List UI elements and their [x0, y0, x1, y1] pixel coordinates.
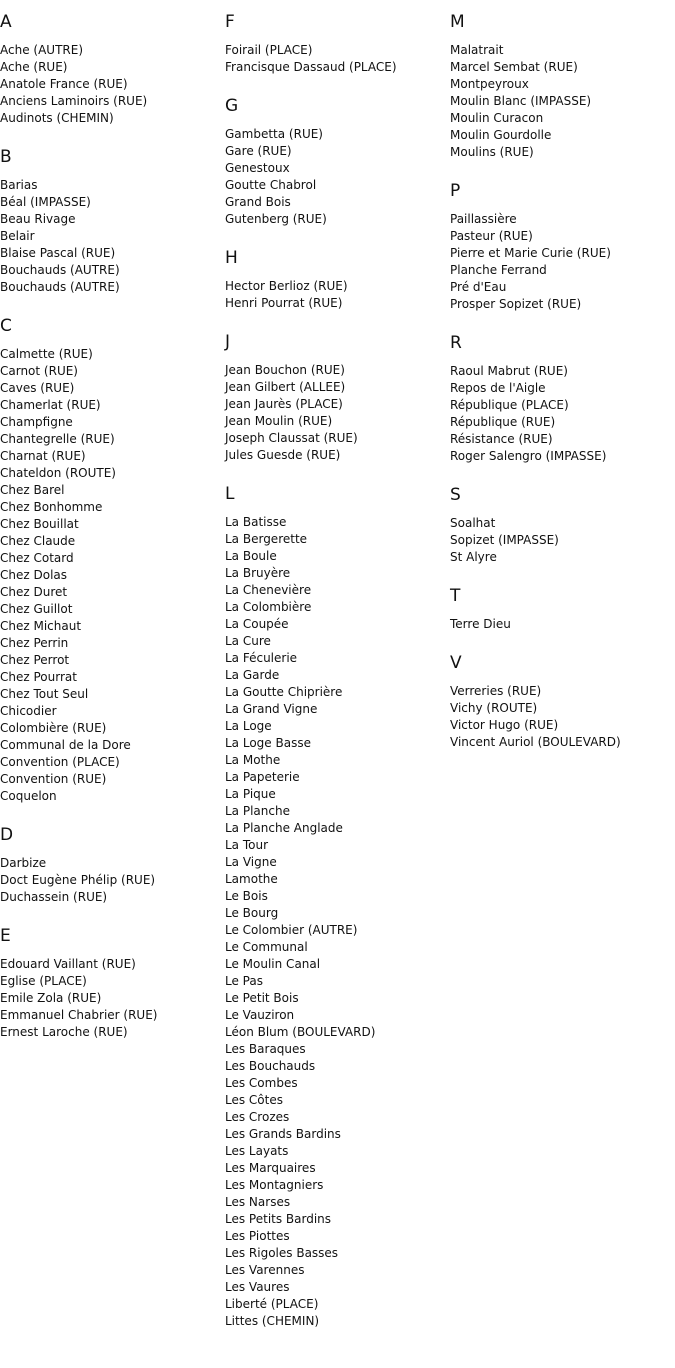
street-link[interactable]: Darbize — [0, 856, 47, 870]
street-link[interactable]: Chez Tout Seul — [0, 687, 89, 701]
street-list — [0, 177, 225, 296]
street-link[interactable]: Les Côtes — [225, 1093, 283, 1107]
street-link[interactable]: République (PLACE) — [450, 398, 569, 412]
letter-section — [0, 926, 225, 1041]
street-link[interactable]: Chez Duret — [0, 585, 68, 599]
street-link[interactable]: Convention (RUE) — [0, 772, 107, 786]
street-link[interactable]: Belair — [0, 229, 35, 243]
street-link[interactable]: Béal (IMPASSE) — [0, 195, 91, 209]
street-link[interactable]: Chez Bouillat — [0, 517, 79, 531]
street-link[interactable]: La Coupée — [225, 617, 289, 631]
street-link[interactable]: Genestoux — [225, 161, 290, 175]
street-link[interactable]: Roger Salengro (IMPASSE) — [450, 449, 607, 463]
street-link[interactable]: Chez Guillot — [0, 602, 73, 616]
street-link[interactable]: Anciens Laminoirs (RUE) — [0, 94, 148, 108]
street-link[interactable]: Le Pas — [225, 974, 263, 988]
street-link[interactable]: Le Petit Bois — [225, 991, 299, 1005]
section-letter-heading: E — [0, 926, 11, 946]
street-list — [450, 616, 675, 633]
street-list — [450, 683, 675, 751]
street-link[interactable]: La Grand Vigne — [225, 702, 318, 716]
letter-section — [450, 586, 675, 633]
street-link[interactable]: Raoul Mabrut (RUE) — [450, 364, 568, 378]
street-link[interactable]: Marcel Sembat (RUE) — [450, 60, 578, 74]
section-letter-heading: A — [0, 12, 12, 32]
street-link[interactable]: Les Narses — [225, 1195, 291, 1209]
street-link[interactable]: La Chenevière — [225, 583, 312, 597]
street-link[interactable]: La Loge Basse — [225, 736, 311, 750]
street-link[interactable]: Soalhat — [450, 516, 496, 530]
street-link[interactable]: Chez Dolas — [0, 568, 68, 582]
street-link[interactable]: Charnat (RUE) — [0, 449, 86, 463]
street-link[interactable]: Chateldon (ROUTE) — [0, 466, 116, 480]
section-letter-heading: C — [0, 316, 12, 336]
street-link[interactable]: Barias — [0, 178, 38, 192]
street-link[interactable]: Gambetta (RUE) — [225, 127, 323, 141]
street-link[interactable]: Chez Claude — [0, 534, 76, 548]
street-link[interactable]: Anatole France (RUE) — [0, 77, 128, 91]
street-link[interactable]: La Vigne — [225, 855, 277, 869]
street-link[interactable]: Pasteur (RUE) — [450, 229, 533, 243]
street-link[interactable]: La Bruyère — [225, 566, 291, 580]
street-link[interactable]: La Pique — [225, 787, 276, 801]
street-list — [0, 346, 225, 805]
street-link[interactable]: Eglise (PLACE) — [0, 974, 87, 988]
street-link[interactable]: Les Piottes — [225, 1229, 290, 1243]
street-link[interactable]: Moulin Blanc (IMPASSE) — [450, 94, 592, 108]
letter-section — [225, 248, 450, 312]
street-link[interactable]: Jean Bouchon (RUE) — [225, 363, 345, 377]
section-letter-heading: D — [0, 825, 14, 845]
street-link[interactable]: Ache (RUE) — [0, 60, 68, 74]
street-index-column-2 — [225, 0, 450, 1330]
street-link[interactable]: La Garde — [225, 668, 280, 682]
street-list — [225, 362, 450, 464]
street-link[interactable]: Jean Gilbert (ALLEE) — [225, 380, 346, 394]
street-link[interactable]: Chez Perrot — [0, 653, 70, 667]
street-link[interactable]: Les Marquaires — [225, 1161, 316, 1175]
street-link[interactable]: Victor Hugo (RUE) — [450, 718, 559, 732]
street-link[interactable]: Résistance (RUE) — [450, 432, 553, 446]
street-link[interactable]: Pierre et Marie Curie (RUE) — [450, 246, 611, 260]
street-link[interactable]: Emmanuel Chabrier (RUE) — [0, 1008, 158, 1022]
letter-section — [225, 332, 450, 464]
street-link[interactable]: Le Colombier (AUTRE) — [225, 923, 358, 937]
street-link[interactable]: La Loge — [225, 719, 272, 733]
street-link[interactable]: Henri Pourrat (RUE) — [225, 296, 343, 310]
street-link[interactable]: Coquelon — [0, 789, 57, 803]
street-link[interactable]: La Boule — [225, 549, 277, 563]
letter-section — [0, 147, 225, 296]
street-link[interactable]: Les Layats — [225, 1144, 289, 1158]
street-link[interactable]: Bouchauds (AUTRE) — [0, 263, 120, 277]
street-link[interactable]: Chez Michaut — [0, 619, 82, 633]
street-link[interactable]: Liberté (PLACE) — [225, 1297, 319, 1311]
street-link[interactable]: La Goutte Chiprière — [225, 685, 343, 699]
letter-section — [225, 12, 450, 76]
street-link[interactable]: Chez Bonhomme — [0, 500, 103, 514]
street-link[interactable]: Ache (AUTRE) — [0, 43, 84, 57]
street-link[interactable]: Communal de la Dore — [0, 738, 131, 752]
street-link[interactable]: Grand Bois — [225, 195, 291, 209]
section-letter-heading: V — [450, 653, 462, 673]
street-list — [0, 42, 225, 127]
street-link[interactable]: Chez Barel — [0, 483, 65, 497]
street-link[interactable]: Les Bouchauds — [225, 1059, 316, 1073]
street-link[interactable]: Blaise Pascal (RUE) — [0, 246, 116, 260]
street-link[interactable]: Moulin Gourdolle — [450, 128, 552, 142]
street-link[interactable]: Vincent Auriol (BOULEVARD) — [450, 735, 621, 749]
street-link[interactable]: Convention (PLACE) — [0, 755, 120, 769]
street-link[interactable]: Le Communal — [225, 940, 308, 954]
street-link[interactable]: Prosper Sopizet (RUE) — [450, 297, 582, 311]
street-index-column-1 — [0, 0, 225, 1041]
letter-section — [0, 316, 225, 805]
street-link[interactable]: Malatrait — [450, 43, 504, 57]
street-link[interactable]: Chamerlat (RUE) — [0, 398, 101, 412]
letter-section — [450, 653, 675, 751]
street-link[interactable]: Francisque Dassaud (PLACE) — [225, 60, 397, 74]
street-link[interactable]: Le Vauziron — [225, 1008, 295, 1022]
street-link[interactable]: Foirail (PLACE) — [225, 43, 313, 57]
street-link[interactable]: Les Rigoles Basses — [225, 1246, 339, 1260]
street-list — [450, 515, 675, 566]
street-link[interactable]: Caves (RUE) — [0, 381, 75, 395]
letter-section — [450, 181, 675, 313]
street-link[interactable]: Paillassière — [450, 212, 517, 226]
street-link[interactable]: Bouchauds (AUTRE) — [0, 280, 120, 294]
section-letter-heading: J — [225, 332, 231, 352]
street-list — [0, 855, 225, 906]
street-list — [450, 211, 675, 313]
street-link[interactable]: La Tour — [225, 838, 269, 852]
street-link[interactable]: Jules Guesde (RUE) — [225, 448, 341, 462]
street-link[interactable]: Les Combes — [225, 1076, 298, 1090]
street-link[interactable]: La Planche — [225, 804, 290, 818]
street-link[interactable]: Jean Jaurès (PLACE) — [225, 397, 343, 411]
street-link[interactable]: Les Petits Bardins — [225, 1212, 332, 1226]
street-link[interactable]: Jean Moulin (RUE) — [225, 414, 333, 428]
street-link[interactable]: Hector Berlioz (RUE) — [225, 279, 348, 293]
section-letter-heading: S — [450, 485, 461, 505]
street-link[interactable]: St Alyre — [450, 550, 497, 564]
street-link[interactable]: Beau Rivage — [0, 212, 76, 226]
street-link[interactable]: Colombière (RUE) — [0, 721, 107, 735]
street-link[interactable]: Les Varennes — [225, 1263, 305, 1277]
street-link[interactable]: Champfigne — [0, 415, 73, 429]
street-link[interactable]: Ernest Laroche (RUE) — [0, 1025, 128, 1039]
street-link[interactable]: Edouard Vaillant (RUE) — [0, 957, 136, 971]
street-link[interactable]: Moulins (RUE) — [450, 145, 534, 159]
street-list — [225, 126, 450, 228]
street-link[interactable]: Joseph Claussat (RUE) — [225, 431, 358, 445]
street-list — [0, 956, 225, 1041]
street-link[interactable]: Emile Zola (RUE) — [0, 991, 102, 1005]
street-link[interactable]: Carnot (RUE) — [0, 364, 78, 378]
street-link[interactable]: Terre Dieu — [450, 617, 511, 631]
street-link[interactable]: Chez Perrin — [0, 636, 69, 650]
street-link[interactable]: Moulin Curacon — [450, 111, 544, 125]
street-link[interactable]: Les Montagniers — [225, 1178, 324, 1192]
street-link[interactable]: La Bergerette — [225, 532, 308, 546]
section-letter-heading: T — [450, 586, 461, 606]
street-list — [225, 278, 450, 312]
street-link[interactable]: Chez Pourrat — [0, 670, 77, 684]
street-link[interactable]: Les Crozes — [225, 1110, 290, 1124]
street-link[interactable]: La Colombière — [225, 600, 312, 614]
street-link[interactable]: Sopizet (IMPASSE) — [450, 533, 559, 547]
street-link[interactable]: Gare (RUE) — [225, 144, 292, 158]
street-link[interactable]: Goutte Chabrol — [225, 178, 317, 192]
street-link[interactable]: Le Bois — [225, 889, 268, 903]
street-link[interactable]: Pré d'Eau — [450, 280, 507, 294]
section-letter-heading: B — [0, 147, 12, 167]
street-link[interactable]: Repos de l'Aigle — [450, 381, 546, 395]
street-link[interactable]: Le Moulin Canal — [225, 957, 321, 971]
street-link[interactable]: Montpeyroux — [450, 77, 529, 91]
street-link[interactable]: La Mothe — [225, 753, 281, 767]
street-link[interactable]: Duchassein (RUE) — [0, 890, 108, 904]
letter-section — [225, 96, 450, 228]
section-letter-heading: M — [450, 12, 465, 32]
letter-section — [0, 12, 225, 127]
street-link[interactable]: Lamothe — [225, 872, 278, 886]
section-letter-heading: H — [225, 248, 238, 268]
street-link[interactable]: Gutenberg (RUE) — [225, 212, 327, 226]
street-link[interactable]: La Féculerie — [225, 651, 298, 665]
street-link[interactable]: Littes (CHEMIN) — [225, 1314, 320, 1328]
section-letter-heading: R — [450, 333, 462, 353]
street-link[interactable]: La Papeterie — [225, 770, 300, 784]
street-link[interactable]: Chez Cotard — [0, 551, 74, 565]
street-link[interactable]: Les Grands Bardins — [225, 1127, 341, 1141]
letter-section — [0, 825, 225, 906]
letter-section — [225, 484, 450, 1330]
street-link[interactable]: Planche Ferrand — [450, 263, 547, 277]
street-link[interactable]: Le Bourg — [225, 906, 279, 920]
street-link[interactable]: Les Vaures — [225, 1280, 290, 1294]
street-link[interactable]: République (RUE) — [450, 415, 556, 429]
letter-section — [450, 333, 675, 465]
section-letter-heading: L — [225, 484, 235, 504]
street-link[interactable]: Vichy (ROUTE) — [450, 701, 538, 715]
street-list — [450, 363, 675, 465]
street-link[interactable]: Chicodier — [0, 704, 57, 718]
street-link[interactable]: Les Baraques — [225, 1042, 306, 1056]
street-link[interactable]: Verreries (RUE) — [450, 684, 542, 698]
street-list — [225, 514, 450, 1330]
street-link[interactable]: Audinots (CHEMIN) — [0, 111, 114, 125]
street-link[interactable]: La Cure — [225, 634, 271, 648]
street-link[interactable]: La Planche Anglade — [225, 821, 343, 835]
street-list — [225, 42, 450, 76]
street-index-column-3 — [450, 0, 675, 751]
section-letter-heading: F — [225, 12, 235, 32]
street-link[interactable]: Calmette (RUE) — [0, 347, 93, 361]
section-letter-heading: P — [450, 181, 461, 201]
street-link[interactable]: Chantegrelle (RUE) — [0, 432, 115, 446]
street-link[interactable]: Léon Blum (BOULEVARD) — [225, 1025, 376, 1039]
section-letter-heading: G — [225, 96, 239, 116]
letter-section — [450, 485, 675, 566]
street-link[interactable]: Doct Eugène Phélip (RUE) — [0, 873, 156, 887]
letter-section — [450, 12, 675, 161]
street-list — [450, 42, 675, 161]
street-link[interactable]: La Batisse — [225, 515, 287, 529]
